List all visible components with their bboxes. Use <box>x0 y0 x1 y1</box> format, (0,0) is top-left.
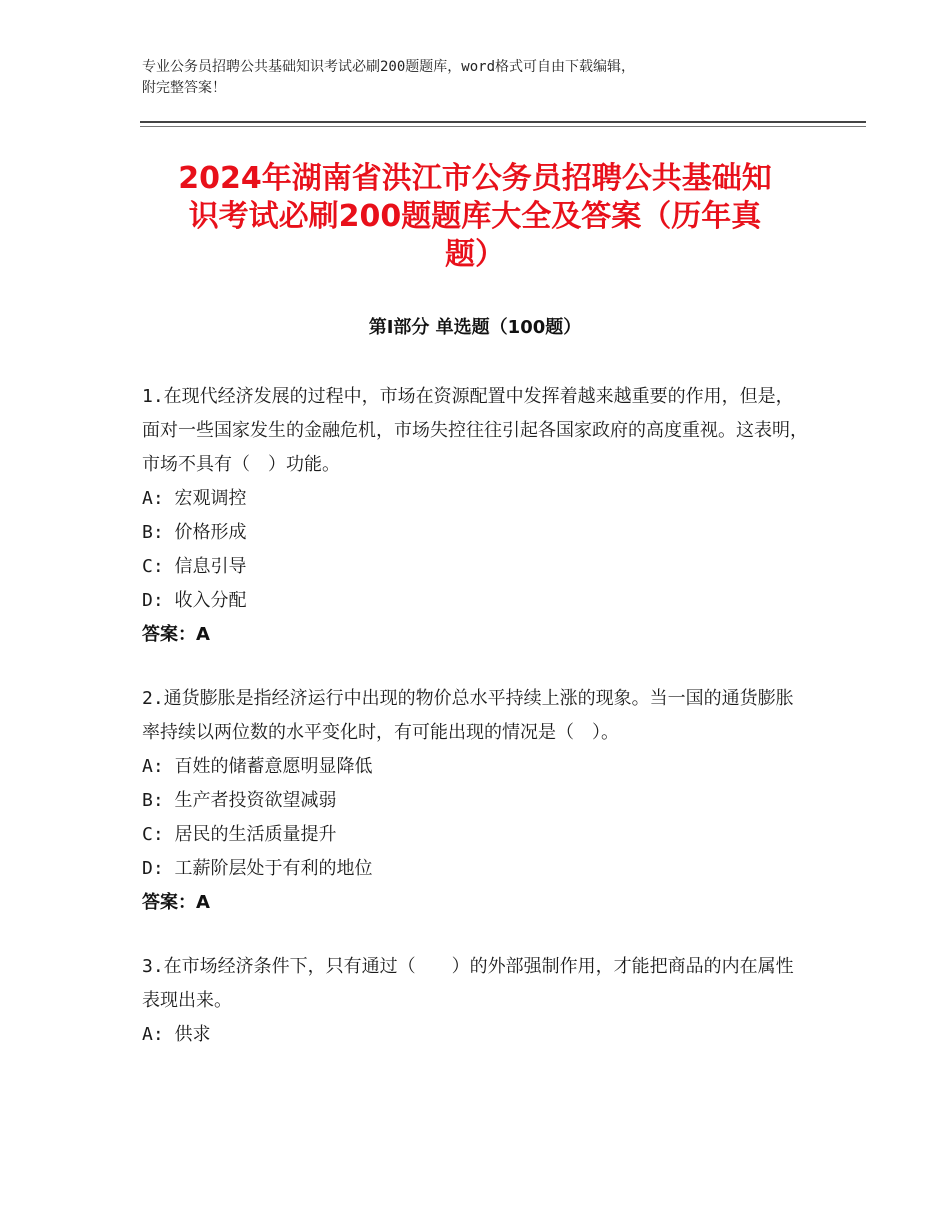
option-c: C: 居民的生活质量提升 <box>142 824 337 845</box>
header-note-line-1: 专业公务员招聘公共基础知识考试必刷200题题库，word格式可自由下载编辑， <box>142 59 635 75</box>
document-title-line-2: 识考试必刷200题题库大全及答案（历年真 <box>188 199 762 234</box>
question-stem: 2.通货膨胀是指经济运行中出现的物价总水平持续上涨的现象。当一国的通货膨胀率持续以两位数的水平变化时，有可能出现的情况是（ ）。 <box>142 688 794 743</box>
answer: 答案：A <box>142 624 210 645</box>
answer: 答案：A <box>142 892 210 913</box>
option-a: A: 宏观调控 <box>142 488 247 509</box>
option-a: A: 供求 <box>142 1024 211 1045</box>
option-c: C: 信息引导 <box>142 556 247 577</box>
header-note-line-2: 附完整答案！ <box>142 80 226 96</box>
header-rule-thick <box>140 121 866 123</box>
option-d: D: 收入分配 <box>142 590 247 611</box>
question-1 <box>142 380 810 652</box>
option-d: D: 工薪阶层处于有利的地位 <box>142 858 373 879</box>
header-note <box>142 57 822 99</box>
header-rule-thin <box>140 126 866 127</box>
document-title-line-3: 题） <box>445 237 505 272</box>
document-title-line-1: 2024年湖南省洪江市公务员招聘公共基础知 <box>178 161 772 196</box>
question-stem: 3.在市场经济条件下，只有通过（ ）的外部强制作用，才能把商品的内在属性表现出来。 <box>142 956 794 1011</box>
option-a: A: 百姓的储蓄意愿明显降低 <box>142 756 373 777</box>
option-b: B: 生产者投资欲望减弱 <box>142 790 337 811</box>
question-3 <box>142 950 810 1052</box>
question-2 <box>142 682 810 920</box>
question-list <box>142 380 810 1082</box>
document-title <box>140 160 810 274</box>
option-b: B: 价格形成 <box>142 522 247 543</box>
question-stem: 1.在现代经济发展的过程中，市场在资源配置中发挥着越来越重要的作用，但是，面对一些国家发生的金融危机，市场失控往往引起各国家政府的高度重视。这表明，市场不具有（ ）功能。 <box>142 386 808 475</box>
section-heading: 第Ⅰ部分 单选题（100题） <box>368 317 582 338</box>
